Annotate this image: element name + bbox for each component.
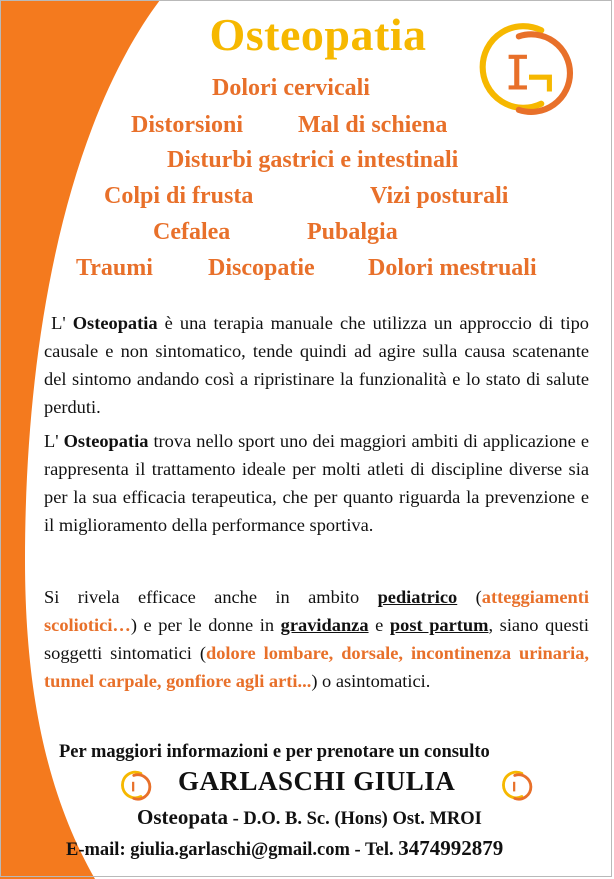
paragraph-intro [44, 309, 589, 421]
paragraph-text: è una terapia manuale che utilizza un approccio di tipo causale e non sintomatico, tende quindi ad agire sulla causa scatenante del sintomo andando così a ripristinare la funzionalità e lo stato di salute perduti. [44, 313, 589, 417]
paragraph-prefix: L' [51, 313, 66, 333]
paragraph-text: , siano questi soggetti sintomatici ( [44, 615, 589, 663]
condition-item: Dolori mestruali [368, 255, 537, 281]
role-label: Osteopata [137, 805, 228, 829]
condition-item: Traumi [76, 255, 153, 281]
condition-item: Colpi di frusta [104, 183, 254, 209]
contact-line [66, 836, 503, 861]
osteopatia-bold: Osteopatia [63, 431, 149, 451]
phone-number: 3474992879 [398, 836, 504, 860]
paragraph-text: Si rivela efficace anche in ambito [44, 587, 378, 607]
paragraph-text: e [368, 615, 390, 635]
condition-item: Discopatie [208, 255, 315, 281]
osteopatia-bold: Osteopatia [72, 313, 158, 333]
condition-item: Disturbi gastrici e intestinali [167, 147, 459, 173]
condition-item: Mal di schiena [298, 112, 448, 138]
paragraph-prefix: L' [44, 431, 59, 451]
gd-logo-small-right [502, 769, 534, 801]
condition-item: Cefalea [153, 219, 231, 245]
gd-monogram-logo [478, 16, 580, 118]
post-partum-underlined: post partum [389, 615, 489, 635]
paragraph-pediatric [44, 583, 589, 695]
page-title: Osteopatia [209, 9, 427, 60]
paragraph-text: ) e per le donne in [130, 615, 281, 635]
email-text: E-mail: giulia.garlaschi@gmail.com - Tel. [66, 840, 394, 860]
gd-logo-small-left [121, 769, 153, 801]
paragraph-sport [44, 427, 589, 539]
gravidanza-underlined: gravidanza [280, 615, 369, 635]
paragraph-text: ) o asintomatici. [311, 671, 431, 691]
credentials-text: - D.O. B. Sc. (Hons) Ost. MROI [228, 809, 482, 829]
pediatrico-underlined: pediatrico [377, 587, 458, 607]
condition-item: Dolori cervicali [212, 75, 370, 101]
paragraph-text: ( [457, 587, 482, 607]
info-line: Per maggiori informazioni e per prenotare un consulto [59, 742, 490, 762]
condition-item: Distorsioni [131, 112, 244, 138]
highlight-text: dolore lombare, dorsale, incontinenza urinaria, tunnel carpale, gonfiore agli arti... [44, 643, 590, 691]
credentials-line [137, 805, 482, 830]
condition-item: Pubalgia [307, 219, 398, 245]
highlight-text: atteggiamenti scoliotici… [44, 587, 589, 635]
paragraph-text: trova nello sport uno dei maggiori ambiti di applicazione e rappresenta il trattamento ideale per molti atleti di discipline diverse sia per la sua efficacia terapeutica, che per quanto riguarda la prevenzione e il miglioramento della performance sportiva. [44, 431, 589, 535]
condition-item: Vizi posturali [370, 183, 509, 209]
practitioner-name: GARLASCHI GIULIA [178, 766, 456, 796]
